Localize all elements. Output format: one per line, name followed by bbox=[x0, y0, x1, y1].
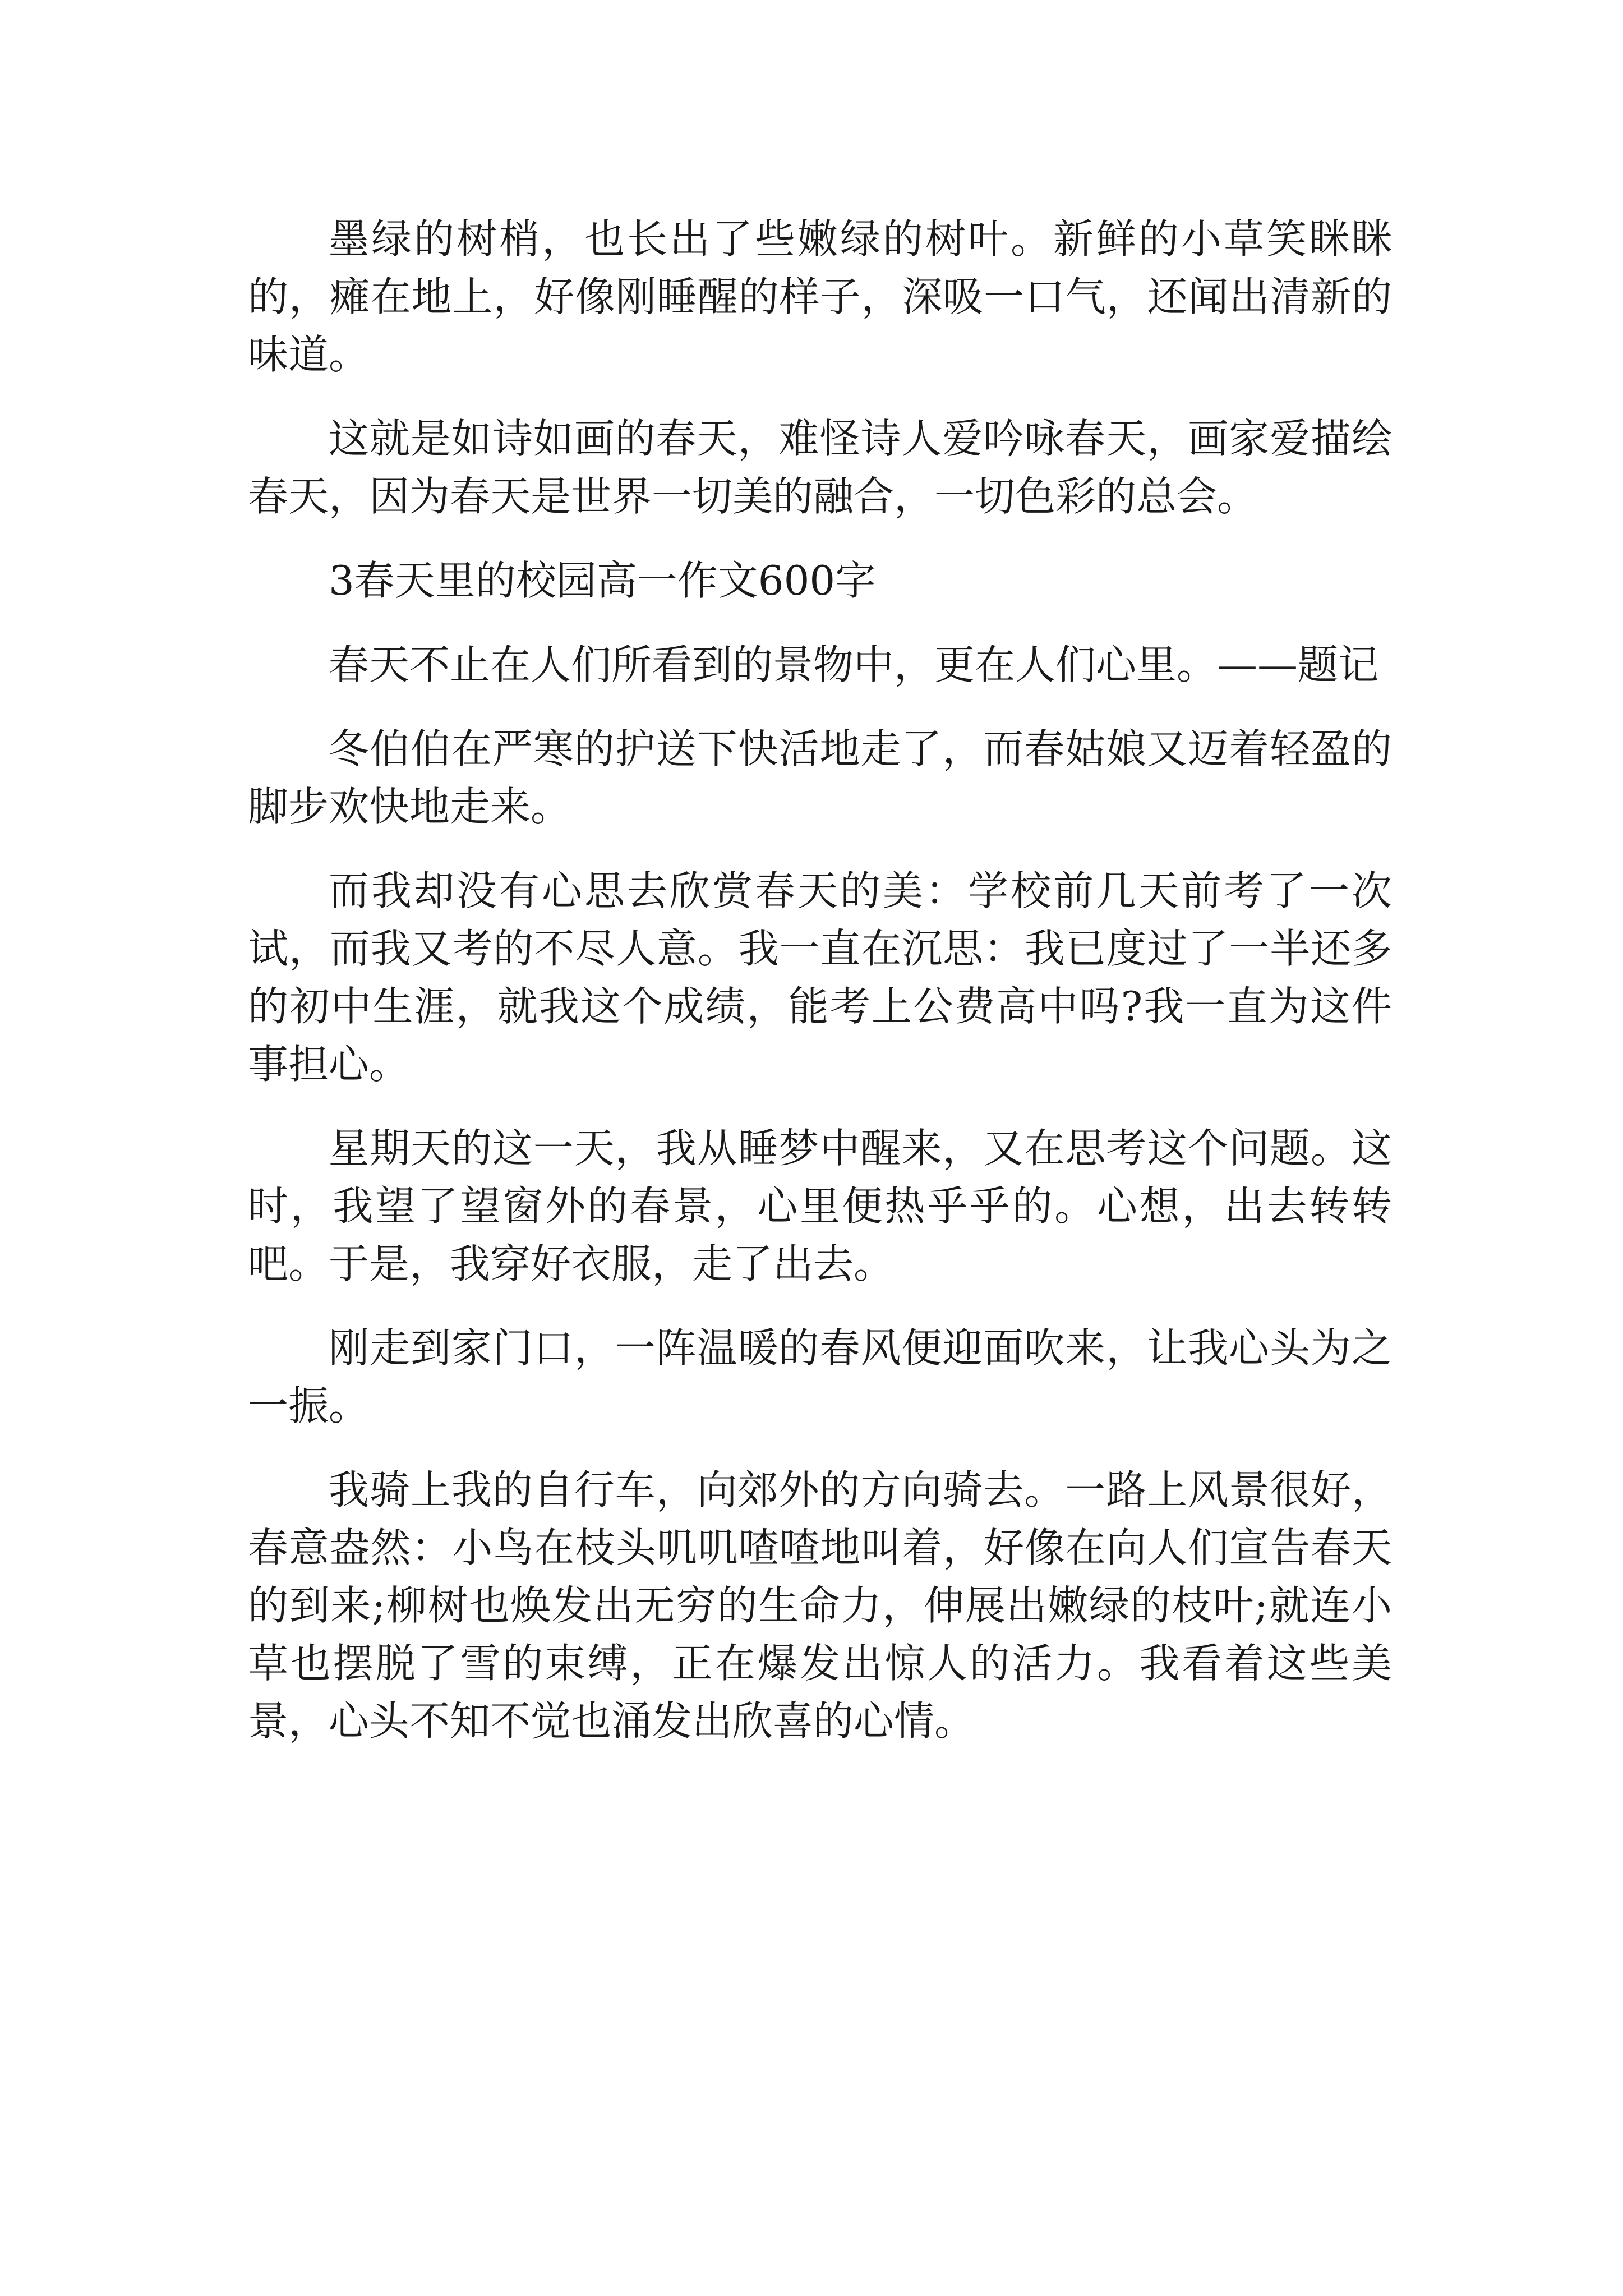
paragraph: 我骑上我的自行车，向郊外的方向骑去。一路上风景很好，春意盎然：小鸟在枝头叽叽喳喳地叫着，好像在向人们宣告春天的到来;柳树也焕发出无穷的生命力，伸展出嫩绿的枝叶;就连小草也摆脱了雪的束缚，正在爆发出惊人的活力。我看着这些美景，心头不知不觉也涌发出欣喜的心情。 bbox=[248, 1466, 1392, 1745]
paragraph: 这就是如诗如画的春天，难怪诗人爱吟咏春天，画家爱描绘春天，因为春天是世界一切美的融合，一切色彩的总会。 bbox=[248, 415, 1392, 520]
paragraph: 刚走到家门口，一阵温暖的春风便迎面吹来，让我心头为之一振。 bbox=[248, 1324, 1392, 1429]
paragraph: 冬伯伯在严寒的护送下快活地走了，而春姑娘又迈着轻盈的脚步欢快地走来。 bbox=[248, 725, 1392, 830]
paragraph: 而我却没有心思去欣赏春天的美：学校前几天前考了一次试，而我又考的不尽人意。我一直在沉思：我已度过了一半还多的初中生涯，就我这个成绩，能考上公费高中吗?我一直为这件事担心。 bbox=[248, 867, 1392, 1088]
paragraph: 墨绿的树梢，也长出了些嫩绿的树叶。新鲜的小草笑眯眯的，瘫在地上，好像刚睡醒的样子，深吸一口气，还闻出清新的味道。 bbox=[248, 215, 1392, 378]
epigraph: 春天不止在人们所看到的景物中，更在人们心里。——题记 bbox=[329, 641, 1379, 688]
text-column bbox=[248, 210, 1392, 1777]
section-heading: 3春天里的校园高一作文600字 bbox=[329, 557, 876, 604]
paragraph: 星期天的这一天，我从睡梦中醒来，又在思考这个问题。这时，我望了望窗外的春景，心里便热乎乎的。心想，出去转转吧。于是，我穿好衣服，走了出去。 bbox=[248, 1125, 1392, 1287]
